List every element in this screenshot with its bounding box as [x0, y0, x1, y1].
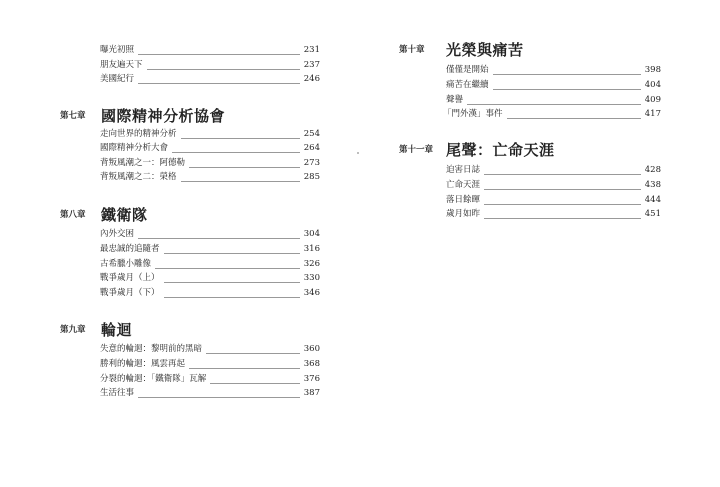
toc-entry-title: 失意的輪迴：黎明前的黑暗	[100, 344, 203, 354]
toc-entry-title: 戰爭歲月（下）	[100, 288, 160, 298]
toc-entry-title: 聲譽	[446, 95, 464, 105]
gutter-mark	[357, 152, 359, 154]
chapter-label: 第十章	[399, 45, 425, 55]
toc-entry-title: 僅僅是開始	[446, 65, 489, 75]
toc-entry-page: 387	[303, 388, 320, 398]
toc-entry-page: 409	[644, 95, 661, 105]
toc-entry-title: 落日餘暉	[446, 195, 481, 205]
toc-entry-page: 231	[303, 45, 320, 55]
chapter-title: 輪迴	[101, 321, 133, 339]
toc-entry-title: 戰爭歲月（上）	[100, 273, 160, 283]
toc-entry-page: 246	[303, 74, 320, 84]
toc-entry-page: 346	[303, 288, 320, 298]
toc-entry[interactable]	[100, 257, 320, 271]
toc-entry-page: 376	[303, 374, 320, 384]
toc-entry[interactable]	[100, 127, 320, 141]
toc-entry-title: 亡命天涯	[446, 180, 481, 190]
toc-entry-page: 304	[303, 229, 320, 239]
chapter-label: 第七章	[60, 111, 86, 121]
toc-entry[interactable]	[446, 163, 661, 177]
toc-entry-page: 368	[303, 359, 320, 369]
chapter-label: 第八章	[60, 210, 86, 220]
leader-rule	[484, 174, 641, 175]
leader-rule	[210, 383, 300, 384]
toc-entry-title: 美國紀行	[100, 74, 135, 84]
leader-rule	[507, 118, 641, 119]
toc-entry-title: 朋友遍天下	[100, 60, 143, 70]
toc-entry-title: 走向世界的精神分析	[100, 129, 177, 139]
toc-entry-title: 背叛風潮之一：阿德勒	[100, 158, 186, 168]
toc-entry-title: 痛苦在繼續	[446, 80, 489, 90]
chapter-title: 鐵衛隊	[101, 206, 148, 224]
leader-rule	[484, 204, 641, 205]
chapter-title: 光榮與痛苦	[446, 41, 524, 59]
leader-rule	[138, 238, 300, 239]
toc-entry-page: 428	[644, 165, 661, 175]
leader-rule	[189, 167, 300, 168]
toc-entry-page: 398	[644, 65, 661, 75]
toc-entry[interactable]	[443, 107, 661, 121]
toc-entry-page: 417	[644, 109, 661, 119]
toc-entry-title: 勝利的輪迴：風雲再起	[100, 359, 186, 369]
toc-entry[interactable]	[100, 156, 320, 170]
toc-entry[interactable]	[100, 170, 320, 184]
toc-entry[interactable]	[100, 58, 320, 72]
leader-rule	[181, 181, 300, 182]
leader-rule	[147, 69, 300, 70]
toc-entry-page: 273	[303, 158, 320, 168]
toc-entry[interactable]	[446, 63, 661, 77]
toc-entry[interactable]	[100, 342, 320, 356]
toc-entry-page: 264	[303, 143, 320, 153]
leader-rule	[484, 218, 641, 219]
toc-entry-title: 「門外漢」事件	[443, 109, 503, 119]
toc-entry-title: 國際精神分析大會	[100, 143, 169, 153]
leader-rule	[181, 138, 300, 139]
toc-entry[interactable]	[100, 72, 320, 86]
toc-entry[interactable]	[100, 372, 320, 386]
toc-entry-title: 最忠誠的追隨者	[100, 244, 160, 254]
toc-entry[interactable]	[100, 271, 320, 285]
toc-entry-title: 歲月如昨	[446, 209, 481, 219]
chapter-label: 第十一章	[399, 145, 434, 155]
toc-entry-page: 444	[644, 195, 661, 205]
leader-rule	[172, 152, 300, 153]
toc-entry-page: 404	[644, 80, 661, 90]
toc-entry-title: 古希臘小雕像	[100, 259, 152, 269]
leader-rule	[189, 368, 300, 369]
toc-entry-page: 237	[303, 60, 320, 70]
toc-entry-title: 分裂的輪迴：「鐵衛隊」瓦解	[100, 374, 207, 384]
chapter-title: 尾聲：亡命天涯	[446, 141, 555, 159]
toc-entry[interactable]	[446, 93, 661, 107]
leader-rule	[493, 74, 641, 75]
toc-entry-title: 背叛風潮之二：榮格	[100, 172, 177, 182]
toc-entry-page: 451	[644, 209, 661, 219]
toc-entry-page: 330	[303, 273, 320, 283]
toc-entry[interactable]	[446, 193, 661, 207]
toc-entry[interactable]	[100, 227, 320, 241]
toc-entry-page: 285	[303, 172, 320, 182]
toc-entry[interactable]	[446, 78, 661, 92]
toc-entry-title: 內外交困	[100, 229, 135, 239]
toc-entry[interactable]	[100, 43, 320, 57]
toc-entry-title: 曝光初照	[100, 45, 135, 55]
leader-rule	[467, 104, 641, 105]
chapter-title: 國際精神分析協會	[101, 107, 226, 125]
toc-entry-page: 326	[303, 259, 320, 269]
leader-rule	[138, 54, 300, 55]
chapter-label: 第九章	[60, 325, 86, 335]
toc-entry-title: 迫害日誌	[446, 165, 481, 175]
toc-entry[interactable]	[100, 357, 320, 371]
toc-entry[interactable]	[100, 386, 320, 400]
toc-entry[interactable]	[446, 178, 661, 192]
leader-rule	[164, 297, 300, 298]
leader-rule	[164, 282, 300, 283]
toc-entry[interactable]	[100, 286, 320, 300]
toc-entry[interactable]	[446, 207, 661, 221]
leader-rule	[138, 397, 300, 398]
toc-entry-title: 生活往事	[100, 388, 135, 398]
toc-entry[interactable]	[100, 242, 320, 256]
toc-entry-page: 360	[303, 344, 320, 354]
toc-entry-page: 254	[303, 129, 320, 139]
leader-rule	[484, 189, 641, 190]
toc-entry[interactable]	[100, 141, 320, 155]
leader-rule	[155, 268, 300, 269]
leader-rule	[164, 253, 300, 254]
leader-rule	[138, 83, 300, 84]
leader-rule	[206, 353, 300, 354]
leader-rule	[493, 89, 641, 90]
toc-entry-page: 316	[303, 244, 320, 254]
toc-entry-page: 438	[644, 180, 661, 190]
